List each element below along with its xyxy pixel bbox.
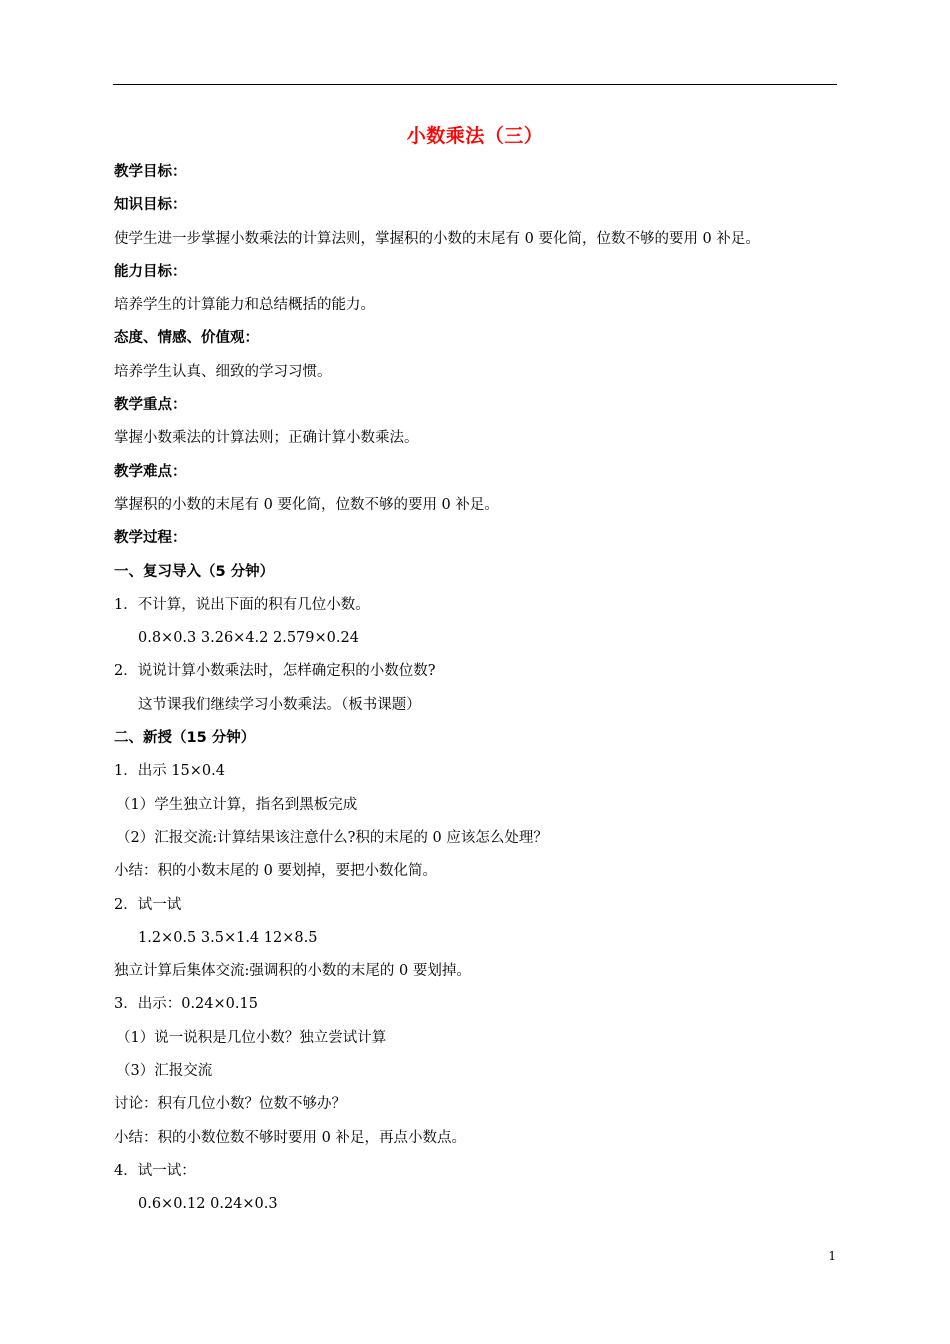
document-title: 小数乘法（三） [406, 125, 544, 147]
indented-paragraph: 0.6×0.12 0.24×0.3 [138, 1196, 278, 1213]
body-paragraph: 1．不计算，说出下面的积有几位小数。 [114, 596, 370, 613]
body-paragraph: 小结：积的小数位数不够时要用 0 补足，再点小数点。 [114, 1129, 466, 1146]
section-heading: 教学难点： [114, 463, 187, 480]
body-paragraph: 培养学生认真、细致的学习习惯。 [114, 363, 332, 380]
body-paragraph: 讨论：积有几位小数？位数不够办？ [114, 1096, 346, 1113]
sub-item-paragraph: （1）学生独立计算，指名到黑板完成 [116, 796, 358, 813]
body-paragraph: 小结：积的小数末尾的 0 要划掉，要把小数化简。 [114, 863, 437, 880]
section-heading: 能力目标： [114, 263, 187, 280]
document-body [114, 156, 844, 1222]
section-heading: 态度、情感、价值观： [114, 330, 259, 347]
body-paragraph: 4．试一试： [114, 1162, 196, 1179]
body-paragraph: 使学生进一步掌握小数乘法的计算法则，掌握积的小数的末尾有 0 要化简，位数不够的要用 0 补足。 [114, 230, 760, 247]
section-heading: 教学过程： [114, 530, 187, 547]
section-heading: 一、复习导入（5 分钟） [114, 563, 275, 580]
body-paragraph: 掌握积的小数的末尾有 0 要化简，位数不够的要用 0 补足。 [114, 496, 499, 513]
body-paragraph: 2．说说计算小数乘法时，怎样确定积的小数位数? [114, 663, 436, 680]
sub-item-paragraph: （3）汇报交流 [116, 1063, 213, 1080]
sub-item-paragraph: （2）汇报交流:计算结果该注意什么?积的末尾的 0 应该怎么处理？ [116, 829, 548, 846]
body-paragraph: 培养学生的计算能力和总结概括的能力。 [114, 297, 375, 314]
indented-paragraph: 1.2×0.5 3.5×1.4 12×8.5 [138, 929, 318, 946]
indented-paragraph: 这节课我们继续学习小数乘法。（板书课题） [138, 696, 421, 713]
sub-item-paragraph: （1）说一说积是几位小数？独立尝试计算 [116, 1029, 387, 1046]
indented-paragraph: 0.8×0.3 3.26×4.2 2.579×0.24 [138, 630, 359, 647]
section-heading: 教学重点： [114, 397, 187, 414]
section-heading: 二、新授（15 分钟） [114, 730, 256, 747]
header-rule [113, 84, 837, 85]
section-heading: 知识目标： [114, 197, 187, 214]
body-paragraph: 独立计算后集体交流:强调积的小数的末尾的 0 要划掉。 [114, 963, 471, 980]
body-paragraph: 掌握小数乘法的计算法则；正确计算小数乘法。 [114, 430, 419, 447]
page-number: 1 [828, 1249, 836, 1263]
body-paragraph: 3．出示：0.24×0.15 [114, 996, 258, 1013]
body-paragraph: 2．试一试 [114, 896, 182, 913]
body-paragraph: 1．出示 15×0.4 [114, 763, 225, 780]
section-heading: 教学目标： [114, 164, 187, 180]
